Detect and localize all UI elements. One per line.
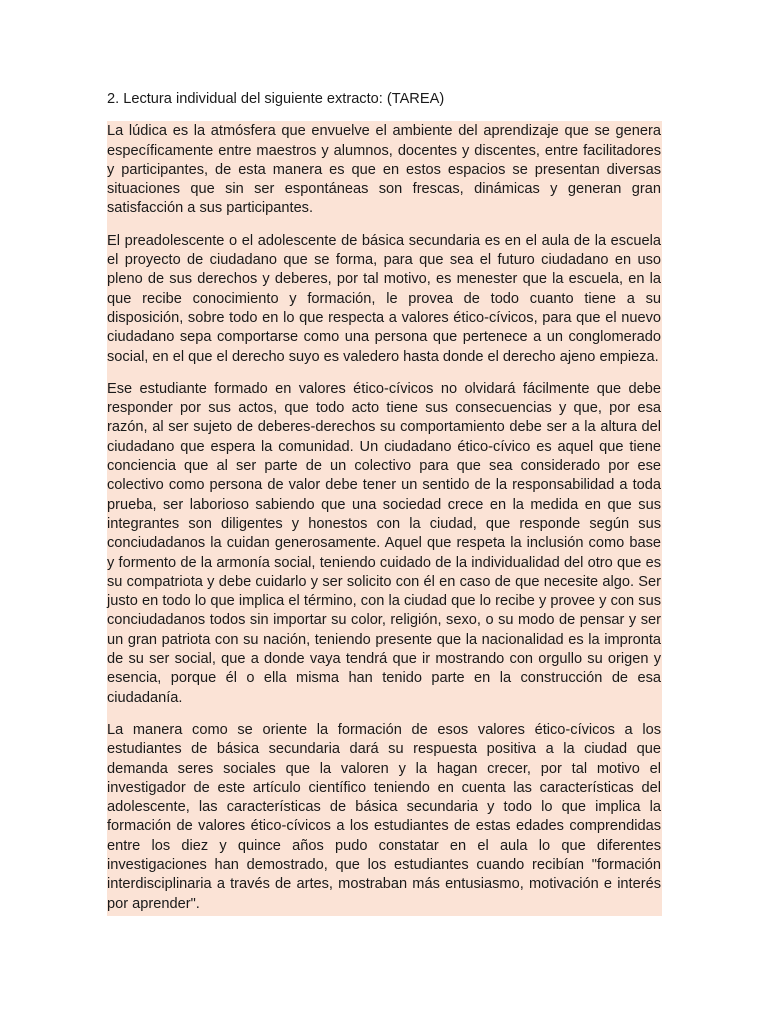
section-heading: 2. Lectura individual del siguiente extracto: (TAREA) — [107, 91, 445, 107]
paragraph-1: La lúdica es la atmósfera que envuelve el ambiente del aprendizaje que se genera específicamente entre maestros y alumnos, docentes y discentes, entre facilitadores y participantes, de esta manera es que en estos espacios se presentan diversas situaciones que sin ser espontáneas son frescas, dinámicas y generan gran satisfacción a sus participantes. — [107, 123, 661, 217]
paragraph-3: Ese estudiante formado en valores ético-cívicos no olvidará fácilmente que debe responder por sus actos, que todo acto tiene sus consecuencias y que, por esa razón, al ser sujeto de deberes-derechos su comportamiento debe ser a la altura del ciudadano que espera la comunidad. Un ciudadano ético-cívico es aquel que tiene conciencia que al ser parte de un colectivo para que sea considerado por ese colectivo como persona de valor debe tener un sentido de la responsabilidad a toda prueba, ser laborioso sabiendo que una sociedad crece en la medida en que sus integrantes son diligentes y honestos con la ciudad, que responde según sus conciudadanos la cuidan generosamente. Aquel que respeta la inclusión como base y formento de la armonía social, teniendo cuidado de la individualidad del otro que es su compatriota y debe cuidarlo y ser solicito con él en caso de que necesite algo. Ser justo en todo lo que implica el término, con la ciudad que lo recibe y provee y con sus conciudadanos todos sin importar su color, religión, sexo, o su modo de pensar y ser un gran patriota con su nación, teniendo presente que la nacionalidad es la impronta de su ser social, que a donde vaya tendrá que ir mostrando con orgullo su origen y esencia, porque él o ella misma han tenido parte en la construcción de esa ciudadanía. — [107, 380, 661, 706]
paragraph-spacer — [107, 219, 661, 232]
paragraph-2: El preadolescente o el adolescente de básica secundaria es en el aula de la escuela el proyecto de ciudadano que se forma, para que sea el futuro ciudadano en uso pleno de sus derechos y deberes, por tal motivo, es menester que la escuela, en la que recibe conocimiento y formación, le provea de todo cuanto tiene a su disposición, sobre todo en lo que respecta a valores ético-cívicos, para que el nuevo ciudadano sepa comportarse como una persona que pertenece a un conglomerado social, en el que el derecho suyo es valedero hasta donde el derecho ajeno empieza. — [107, 232, 661, 365]
paragraph-spacer — [107, 708, 661, 721]
paragraph-4: La manera como se oriente la formación de esos valores ético-cívicos a los estudiantes de básica secundaria dará su respuesta positiva a la ciudad que demanda seres sociales que la valoren y la hagan crecer, por tal motivo el investigador de este artículo científico teniendo en cuenta las características del adolescente, las características de básica secundaria y todo lo que implica la formación de valores ético-cívicos a los estudiantes de estas edades comprendidas entre los diez y quince años pudo constatar en el aula lo que diferentes investigaciones han demostrado, que los estudiantes cuando recibían "formación interdisciplinaria a través de artes, mostraban más entusiasmo, motivación e interés por aprender". — [107, 721, 661, 912]
highlighted-excerpt — [107, 121, 662, 916]
paragraph-spacer — [107, 367, 661, 380]
document-page — [107, 90, 662, 916]
